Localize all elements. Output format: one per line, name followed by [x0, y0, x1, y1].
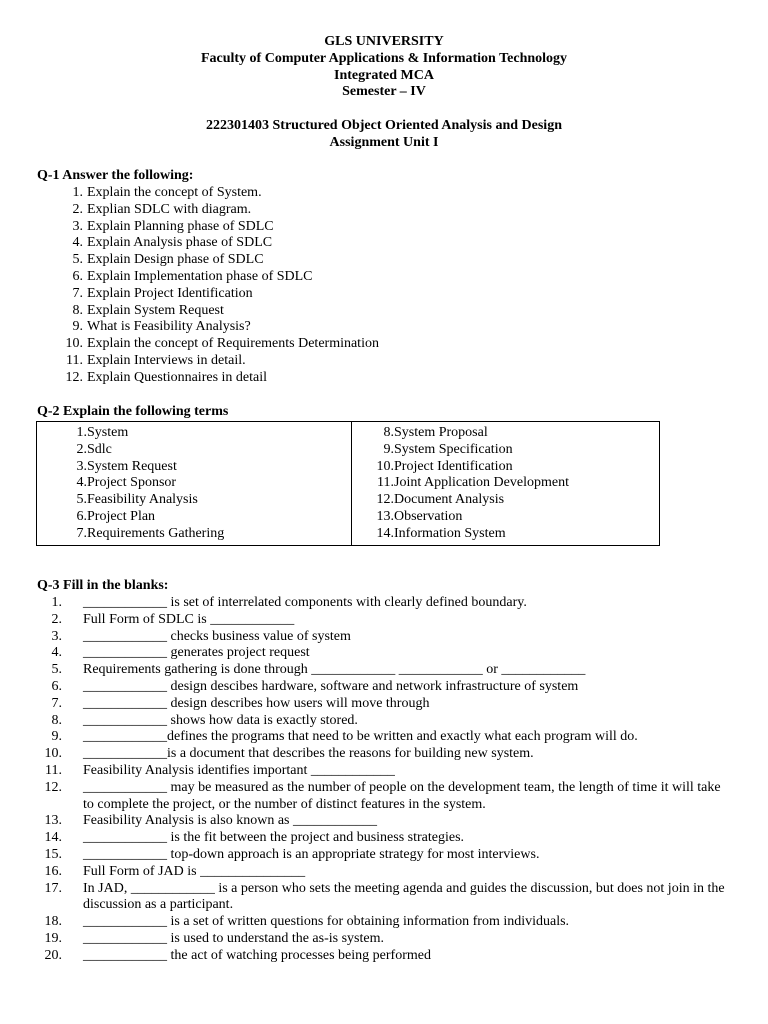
- q2-term-number: 9.: [383, 441, 394, 457]
- q1-item: [59, 336, 379, 353]
- q3-item-number: 15.: [44, 846, 62, 862]
- q3-item-number: 4.: [51, 645, 62, 661]
- q2-term-text: Information System: [394, 525, 506, 541]
- q2-term: [352, 475, 569, 492]
- q1-item-text: Explain Planning phase of SDLC: [87, 218, 274, 234]
- q3-item-number: 10.: [44, 746, 62, 762]
- q1-item: [59, 303, 379, 320]
- q3-item-number: 20.: [44, 947, 62, 963]
- q2-term-text: Feasibility Analysis: [87, 492, 198, 508]
- q1-item-number: 6.: [72, 268, 83, 284]
- q1-item-text: Explain Project Identification: [87, 285, 253, 301]
- q3-item: [0, 914, 768, 931]
- q1-item: [59, 370, 379, 387]
- q2-term-number: 2.: [76, 441, 87, 457]
- q3-item-text: Full Form of JAD is _______________: [83, 863, 306, 879]
- q2-title: Q-2 Explain the following terms: [37, 404, 229, 419]
- q2-term-text: Observation: [394, 508, 463, 524]
- document-header: [0, 34, 768, 152]
- q1-item-number: 2.: [72, 201, 83, 217]
- q1-item-text: Explain the concept of System.: [87, 185, 262, 200]
- q3-item: [0, 780, 768, 814]
- faculty-name: Faculty of Computer Applications & Information Technology: [200, 50, 568, 66]
- q2-term-number: 13.: [376, 508, 394, 524]
- q2-term-number: 4.: [76, 475, 87, 491]
- q2-term-text: Project Identification: [394, 458, 513, 474]
- q1-item: [59, 252, 379, 269]
- q3-item-text: ____________ is set of interrelated components with clearly defined boundary.: [83, 595, 527, 610]
- q1-item-text: Explain Design phase of SDLC: [87, 252, 264, 268]
- q2-term-number: 6.: [76, 508, 87, 524]
- q3-item-text: ____________ is a set of written questions for obtaining information from individuals.: [83, 914, 570, 930]
- q1-item-number: 10.: [65, 336, 83, 352]
- q2-term: [352, 425, 569, 442]
- q3-item-text: ____________ is the fit between the project and business strategies.: [83, 830, 465, 846]
- q3-item: [0, 746, 768, 763]
- university-name: GLS UNIVERSITY: [324, 34, 444, 49]
- q3-item: [0, 847, 768, 864]
- q3-item-text: ____________ may be measured as the number of people on the development team, the length of time it will take to complete the project, or the number of distinct features in the system.: [83, 779, 721, 812]
- q1-item-number: 3.: [72, 218, 83, 234]
- q2-term: [352, 442, 569, 459]
- q1-item: [59, 185, 379, 202]
- q3-item-number: 2.: [51, 611, 62, 627]
- q3-item: [0, 612, 768, 629]
- q3-item: [0, 830, 768, 847]
- q3-item-text: ____________ top-down approach is an appropriate strategy for most interviews.: [83, 846, 540, 862]
- q3-item-number: 7.: [51, 695, 62, 711]
- q3-item-text: ____________ generates project request: [83, 645, 310, 661]
- q3-item-number: 11.: [45, 762, 62, 778]
- q2-term-text: Document Analysis: [394, 492, 505, 508]
- q2-term-number: 8.: [383, 425, 394, 440]
- q3-item-number: 14.: [44, 830, 62, 846]
- q3-item: [0, 595, 768, 612]
- q1-item: [59, 286, 379, 303]
- q2-term-text: Project Sponsor: [87, 475, 177, 491]
- q3-item: [0, 729, 768, 746]
- q1-item-number: 1.: [72, 185, 83, 200]
- q2-term: [37, 459, 351, 476]
- q2-term-number: 12.: [376, 492, 394, 508]
- q2-left-column: [37, 422, 352, 545]
- q2-term: [352, 459, 569, 476]
- q1-item-text: What is Feasibility Analysis?: [87, 319, 251, 335]
- q3-item: [0, 662, 768, 679]
- q1-item: [59, 269, 379, 286]
- q3-item-number: 13.: [44, 813, 62, 829]
- header-spacer: [0, 101, 768, 118]
- q1-item: [59, 235, 379, 252]
- q3-item-number: 18.: [44, 914, 62, 930]
- q1-item-number: 5.: [72, 252, 83, 268]
- q3-item-text: ____________ shows how data is exactly stored.: [83, 712, 358, 728]
- q1-item-text: Explain Implementation phase of SDLC: [87, 268, 313, 284]
- q2-term-text: Sdlc: [87, 441, 112, 457]
- q1-item: [59, 202, 379, 219]
- q3-item-number: 1.: [51, 595, 62, 610]
- q2-term-number: 3.: [76, 458, 87, 474]
- q3-item-text: Feasibility Analysis identifies important ____________: [83, 762, 395, 778]
- q1-item: [59, 219, 379, 236]
- q1-title: Q-1 Answer the following:: [37, 168, 194, 183]
- q1-item: [59, 319, 379, 336]
- q2-term-number: 11.: [377, 475, 394, 491]
- q1-item-text: Explain the concept of Requirements Determination: [87, 336, 379, 352]
- q1-item-text: Explain Analysis phase of SDLC: [87, 235, 273, 251]
- q2-term: [37, 526, 351, 543]
- q3-item-text: ____________is a document that describes the reasons for building new system.: [83, 746, 534, 762]
- q1-item-number: 9.: [72, 319, 83, 335]
- q3-item: [0, 763, 768, 780]
- q1-item-number: 8.: [72, 302, 83, 318]
- q2-term: [37, 425, 351, 442]
- q3-item-number: 12.: [44, 779, 62, 795]
- q3-item-number: 19.: [44, 930, 62, 946]
- q3-item-text: Full Form of SDLC is ____________: [83, 611, 295, 627]
- q3-item: [0, 931, 768, 948]
- q2-term: [37, 509, 351, 526]
- q3-item-text: Feasibility Analysis is also known as ____________: [83, 813, 377, 829]
- q3-item: [0, 679, 768, 696]
- q1-item-number: 11.: [66, 352, 83, 368]
- q1-item: [59, 353, 379, 370]
- q3-item: [0, 881, 768, 915]
- q3-item-text: ____________ design descibes hardware, software and network infrastructure of system: [83, 678, 579, 694]
- q2-terms-table: [36, 421, 660, 546]
- q3-item-number: 9.: [51, 729, 62, 745]
- q1-item-text: Explain Interviews in detail.: [87, 352, 246, 368]
- q3-item: [0, 645, 768, 662]
- q2-term: [352, 492, 569, 509]
- q3-item-text: ____________ is used to understand the as-is system.: [83, 930, 384, 946]
- q3-item-number: 6.: [51, 678, 62, 694]
- q2-term-number: 10.: [376, 458, 394, 474]
- q1-item-text: Explian SDLC with diagram.: [87, 201, 252, 217]
- semester-label: Semester – IV: [342, 84, 426, 100]
- q3-item-text: ____________ design describes how users will move through: [83, 695, 430, 711]
- q1-item-number: 12.: [65, 369, 83, 385]
- program-name: Integrated MCA: [334, 67, 434, 83]
- q2-term-text: Requirements Gathering: [87, 525, 225, 541]
- q3-item-text: Requirements gathering is done through ____________ ____________ or ____________: [83, 662, 586, 678]
- q3-item: [0, 629, 768, 646]
- q2-term-number: 7.: [76, 525, 87, 541]
- q3-item-text: ____________ checks business value of system: [83, 628, 351, 644]
- q1-item-number: 7.: [72, 285, 83, 301]
- q3-item-text: ____________defines the programs that need to be written and exactly what each program will do.: [83, 729, 638, 745]
- q3-item-number: 5.: [51, 662, 62, 678]
- q2-term: [37, 492, 351, 509]
- q3-item-number: 17.: [44, 880, 62, 896]
- q2-term-number: 1.: [76, 425, 87, 440]
- q1-list: [59, 185, 379, 387]
- q2-term-number: 14.: [376, 525, 394, 541]
- q3-item-number: 16.: [44, 863, 62, 879]
- assignment-title: Assignment Unit I: [329, 134, 439, 150]
- q2-term-number: 5.: [76, 492, 87, 508]
- q1-item-text: Explain System Request: [87, 302, 224, 318]
- q2-term: [37, 442, 351, 459]
- q3-item-text: In JAD, ____________ is a person who sets the meeting agenda and guides the discussion, but does not join in the discussion as a participant.: [83, 880, 725, 913]
- q3-item: [0, 696, 768, 713]
- q3-item: [0, 948, 768, 965]
- q3-title: Q-3 Fill in the blanks:: [37, 578, 169, 593]
- q2-term-text: Project Plan: [87, 508, 156, 524]
- q2-term-text: System: [87, 425, 129, 440]
- q2-term: [37, 475, 351, 492]
- q3-item: [0, 713, 768, 730]
- q3-list: [0, 595, 768, 965]
- q2-term: [352, 526, 569, 543]
- q3-item-number: 3.: [51, 628, 62, 644]
- q2-term-text: System Proposal: [394, 425, 488, 440]
- q2-term-text: System Request: [87, 458, 177, 474]
- q3-item-number: 8.: [51, 712, 62, 728]
- q3-item: [0, 813, 768, 830]
- q1-item-text: Explain Questionnaires in detail: [87, 369, 268, 385]
- q3-item: [0, 864, 768, 881]
- course-title: 222301403 Structured Object Oriented Analysis and Design: [206, 117, 562, 133]
- q3-item-text: ____________ the act of watching processes being performed: [83, 947, 431, 963]
- q2-term-text: System Specification: [394, 441, 513, 457]
- q2-right-column: [352, 422, 569, 545]
- q1-item-number: 4.: [72, 235, 83, 251]
- q2-term-text: Joint Application Development: [394, 475, 569, 491]
- q2-term: [352, 509, 569, 526]
